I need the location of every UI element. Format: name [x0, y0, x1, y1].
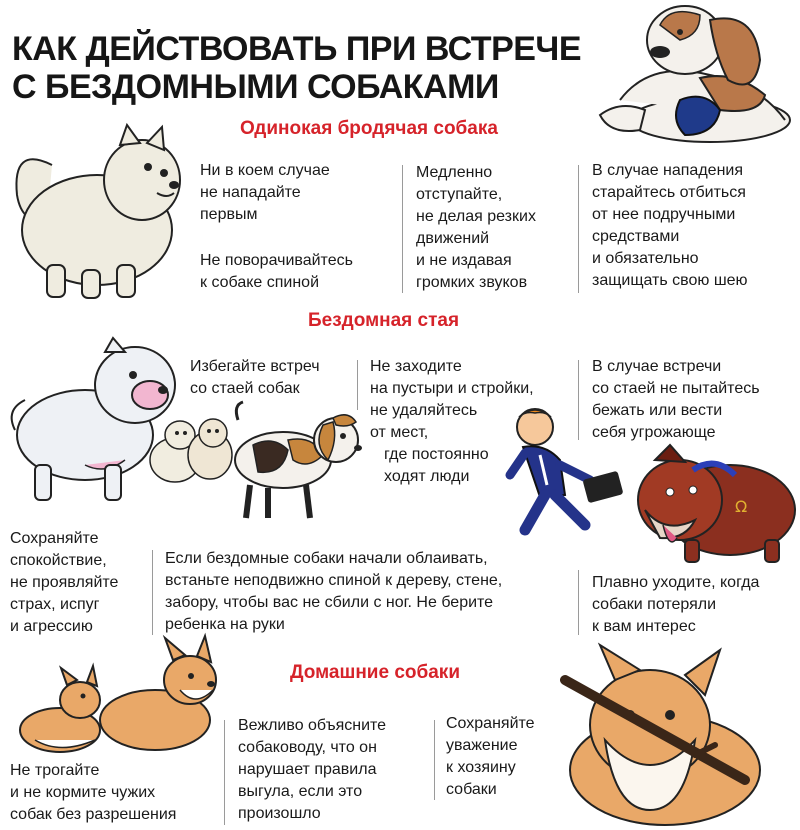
- divider: [434, 720, 435, 800]
- text-line: Ни в коем случае: [200, 162, 330, 179]
- lone-col2: [416, 162, 536, 294]
- text-line: Если бездомные собаки начали облаивать,: [165, 550, 488, 567]
- text-line: громких звуков: [416, 274, 528, 291]
- text-line: уважение: [446, 737, 518, 754]
- text-line: собаки: [446, 781, 497, 798]
- spitz-icon: [2, 125, 192, 300]
- text-line: к собаке спиной: [200, 274, 320, 291]
- divider: [357, 360, 358, 410]
- text-line: В случае нападения: [592, 162, 743, 179]
- divider: [224, 720, 225, 825]
- text-line: В случае встречи: [592, 358, 722, 375]
- section-heading-home: Домашние собаки: [290, 662, 460, 683]
- text-line: Вежливо объясните: [238, 717, 387, 734]
- text-line: и обязательно: [592, 250, 699, 267]
- small-dogs-icon: [145, 415, 235, 490]
- text-line: не удаляйтесь: [370, 402, 478, 419]
- text-line: встаньте неподвижно спиной к дереву, стене,: [165, 572, 503, 589]
- text-line: Плавно уходите, когда: [592, 574, 760, 591]
- lone-col1a: [200, 160, 330, 226]
- text-line: не нападайте: [200, 184, 301, 201]
- text-line: защищать свою шею: [592, 272, 748, 289]
- divider: [402, 165, 403, 293]
- text-line: произошло: [238, 805, 321, 822]
- text-line: спокойствие,: [10, 552, 107, 569]
- text-line: к вам интерес: [592, 618, 696, 635]
- text-line: и не издавая: [416, 252, 512, 269]
- text-line: Сохраняйте: [10, 530, 99, 547]
- text-line: собаководу, что он: [238, 739, 377, 756]
- text-line: и агрессию: [10, 618, 93, 635]
- text-line: Сохраняйте: [446, 715, 535, 732]
- lone-col1b: [200, 250, 353, 294]
- text-line: не проявляйте: [10, 574, 119, 591]
- text-line: забору, чтобы вас не сбили с ног. Не берите: [165, 594, 494, 611]
- text-line: бежать или вести: [592, 402, 723, 419]
- text-line: со стаей не пытайтесь: [592, 380, 760, 397]
- pack-calm: [10, 528, 118, 638]
- corgi-stick-icon: [545, 640, 795, 828]
- divider: [578, 165, 579, 293]
- pack-avoid: [190, 356, 320, 400]
- section-heading-lone: Одинокая бродячая собака: [240, 118, 498, 139]
- text-line: первым: [200, 206, 258, 223]
- page-title-line-1: КАК ДЕЙСТВОВАТЬ ПРИ ВСТРЕЧЕ: [12, 30, 581, 68]
- text-line: на пустыри и стройки,: [370, 380, 534, 397]
- section-heading-pack: Бездомная стая: [308, 310, 460, 331]
- home-explain: [238, 715, 386, 825]
- text-line: Избегайте встреч: [190, 358, 320, 375]
- text-line: ребенка на руки: [165, 616, 285, 633]
- text-line: к хозяину: [446, 759, 516, 776]
- text-line: от нее подручными: [592, 206, 736, 223]
- text-line: Медленно: [416, 164, 493, 181]
- text-line: от мест,: [370, 424, 429, 441]
- text-line: страх, испуг: [10, 596, 100, 613]
- divider: [578, 570, 579, 635]
- beagle-standing-icon: [228, 400, 368, 520]
- text-line: отступайте,: [416, 186, 503, 203]
- text-line: Не заходите: [370, 358, 462, 375]
- text-line: старайтесь отбиться: [592, 184, 746, 201]
- text-line: движений: [416, 230, 490, 247]
- text-line: выгула, если это: [238, 783, 363, 800]
- text-line: не делая резких: [416, 208, 536, 225]
- divider: [152, 550, 153, 635]
- page-title: [12, 30, 592, 106]
- text-line: себя угрожающе: [592, 424, 716, 441]
- svg-text:Ω: Ω: [735, 497, 748, 516]
- text-line: собаки потеряли: [592, 596, 717, 613]
- text-line: со стаей собак: [190, 380, 300, 397]
- text-line: где постоянно: [384, 446, 489, 463]
- home-feed: [10, 760, 176, 826]
- text-line: средствами: [592, 228, 680, 245]
- text-line: Не трогайте: [10, 762, 100, 779]
- pack-bark: [165, 548, 502, 636]
- corgi-pair-icon: [5, 640, 220, 765]
- running-man-icon: [505, 405, 635, 545]
- pack-leave: [592, 572, 759, 638]
- text-line: и не кормите чужих: [10, 784, 156, 801]
- text-line: ходят люди: [384, 468, 470, 485]
- page-title-line-2: С БЕЗДОМНЫМИ СОБАКАМИ: [12, 68, 499, 106]
- lone-col3: [592, 160, 748, 292]
- beagle-lying-icon: [560, 0, 800, 150]
- text-line: Не поворачивайтесь: [200, 252, 353, 269]
- text-line: нарушает правила: [238, 761, 377, 778]
- text-line: собак без разрешения: [10, 806, 177, 823]
- home-respect: [446, 713, 535, 801]
- angry-dog-icon: [625, 440, 797, 565]
